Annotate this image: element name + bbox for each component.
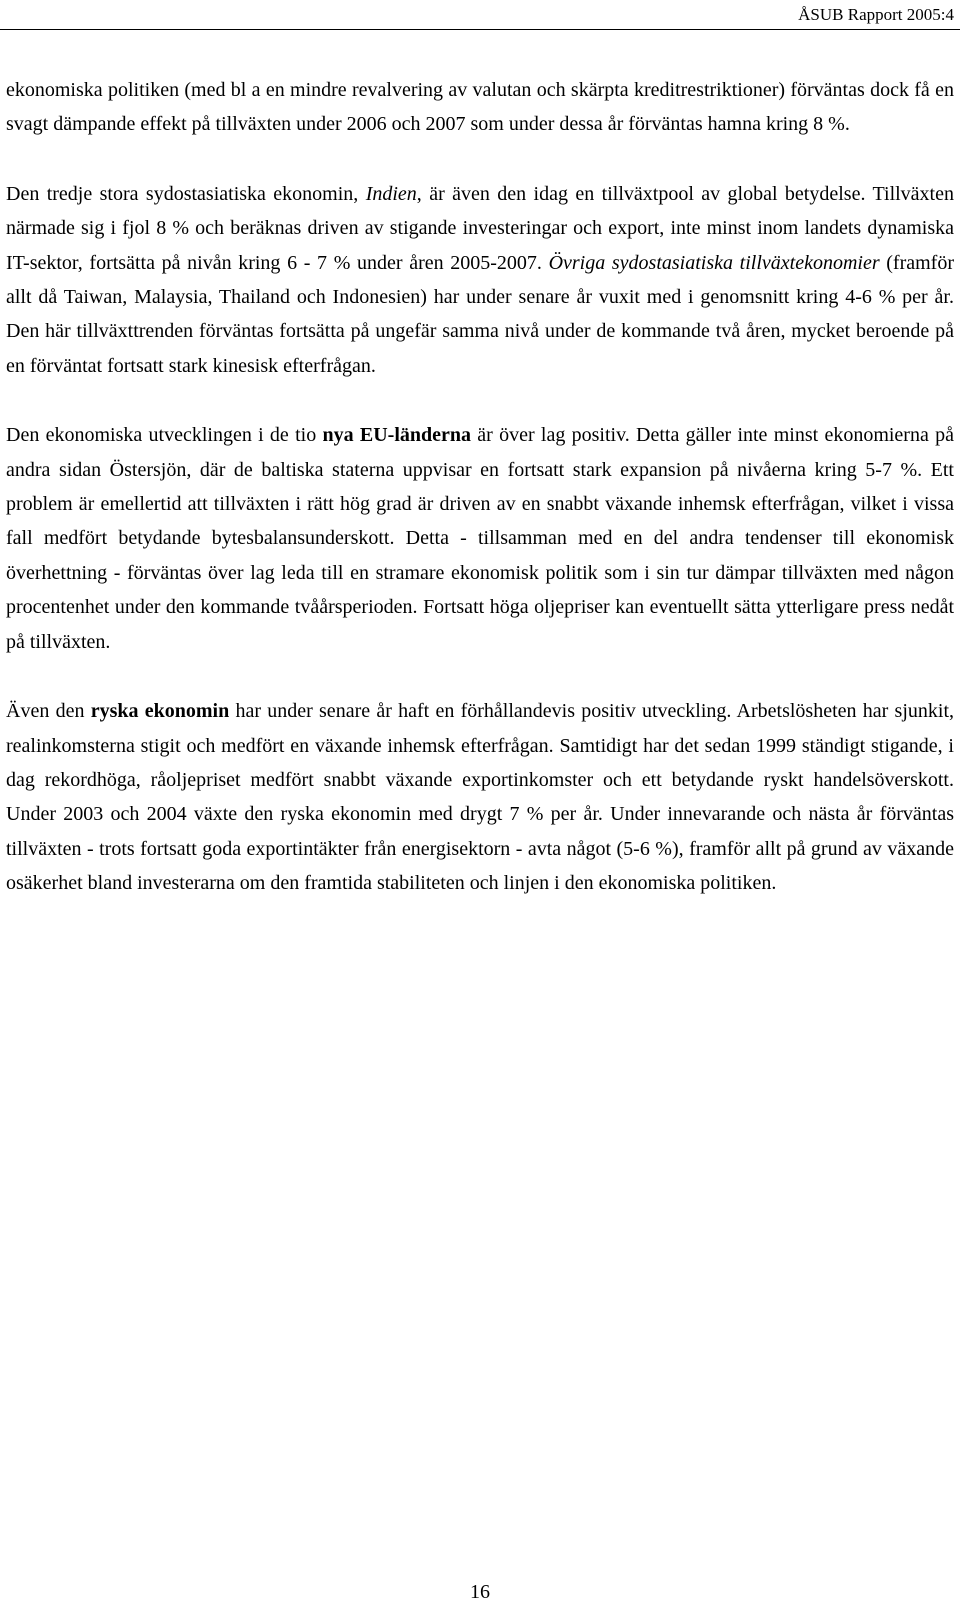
paragraph-asia-intro — [6, 73, 954, 142]
paragraph-text: Den ekonomiska utvecklingen i de tio — [6, 424, 323, 447]
page-header — [0, 0, 960, 30]
paragraph-eu — [6, 418, 954, 659]
paragraph-text: (framför allt då Taiwan, Malaysia, Thailand och Indonesien) har under senare år vuxit med i genomsnitt kring 4-6 % per år. Den här tillväxttrenden förväntas fortsätta på ungefär samma nivå under de kommande två åren, mycket beroende på en förväntat fortsatt stark kinesisk efterfrågan. — [6, 251, 954, 377]
paragraph-text: Även den — [6, 700, 91, 723]
paragraph-text: Den tredje stora sydostasiatiska ekonomin, — [6, 182, 366, 205]
emphasis-india: Indien — [365, 182, 417, 205]
emphasis-other-economies: Övriga sydostasiatiska tillväxtekonomier — [548, 251, 880, 274]
paragraph-india — [6, 177, 954, 383]
paragraph-text: har under senare år haft en förhållandevis positiv utveckling. Arbetslösheten har sjunkit, realinkomsterna stigit och medfört en växande inhemsk efterfrågan. Samtidigt har det sedan 1999 ständigt stigande, i dag rekordhöga, råoljepriset medfört snabbt växande exportinkomster och ett betydande ryskt handelsöverskott. Under 2003 och 2004 växte den ryska ekonomin med drygt 7 % per år. Under innevarande och nästa år förväntas tillväxten - trots fortsatt goda exportintäkter från energisektorn - avta något (5-6 %), framför allt på grund av växande osäkerhet bland investerarna om den framtida stabiliteten och linjen i den ekonomiska politiken. — [6, 700, 954, 895]
page-number: 16 — [470, 1581, 490, 1603]
emphasis-russian-economy: ryska ekonomin — [90, 700, 230, 723]
paragraph-text: ekonomiska politiken (med bl a en mindre revalvering av valutan och skärpta kreditrestriktioner) förväntas dock få en svagt dämpande effekt på tillväxten under 2006 och 2007 som under dessa år förväntas hamna kring 8 %. — [6, 79, 954, 136]
body-text — [6, 73, 954, 936]
paragraph-text: är över lag positiv. Detta gäller inte minst ekonomierna på andra sidan Östersjön, där de baltiska staterna uppvisar en fortsatt stark expansion på nivåerna kring 5-7 %. Ett problem är emellertid att tillväxten i rätt hög grad är driven av en snabbt växande inhemsk efterfrågan, vilket i vissa fall medfört betydande bytesbalansunderskott. Detta - tillsamman med en del andra tendenser till ekonomisk överhettning - förväntas över lag leda till en stramare ekonomisk politik som i sin tur dämpar tillväxten med någon procentenhet under den kommande tvåårsperioden. Fortsatt höga oljepriser kan eventuellt sätta ytterligare press nedåt på tillväxten. — [6, 424, 954, 653]
running-title: ÅSUB Rapport 2005:4 — [798, 5, 954, 24]
emphasis-new-eu-countries: nya EU-länderna — [322, 424, 472, 447]
paragraph-text: , är även den idag en tillväxtpool av global betydelse. Tillväxten närmade sig i fjol 8 % och beräknas driven av stigande investeringar och export, inte minst inom landets dynamiska IT-sektor, fortsätta på nivån kring 6 - 7 % under åren 2005-2007. — [6, 182, 954, 274]
paragraph-russia — [6, 694, 954, 900]
